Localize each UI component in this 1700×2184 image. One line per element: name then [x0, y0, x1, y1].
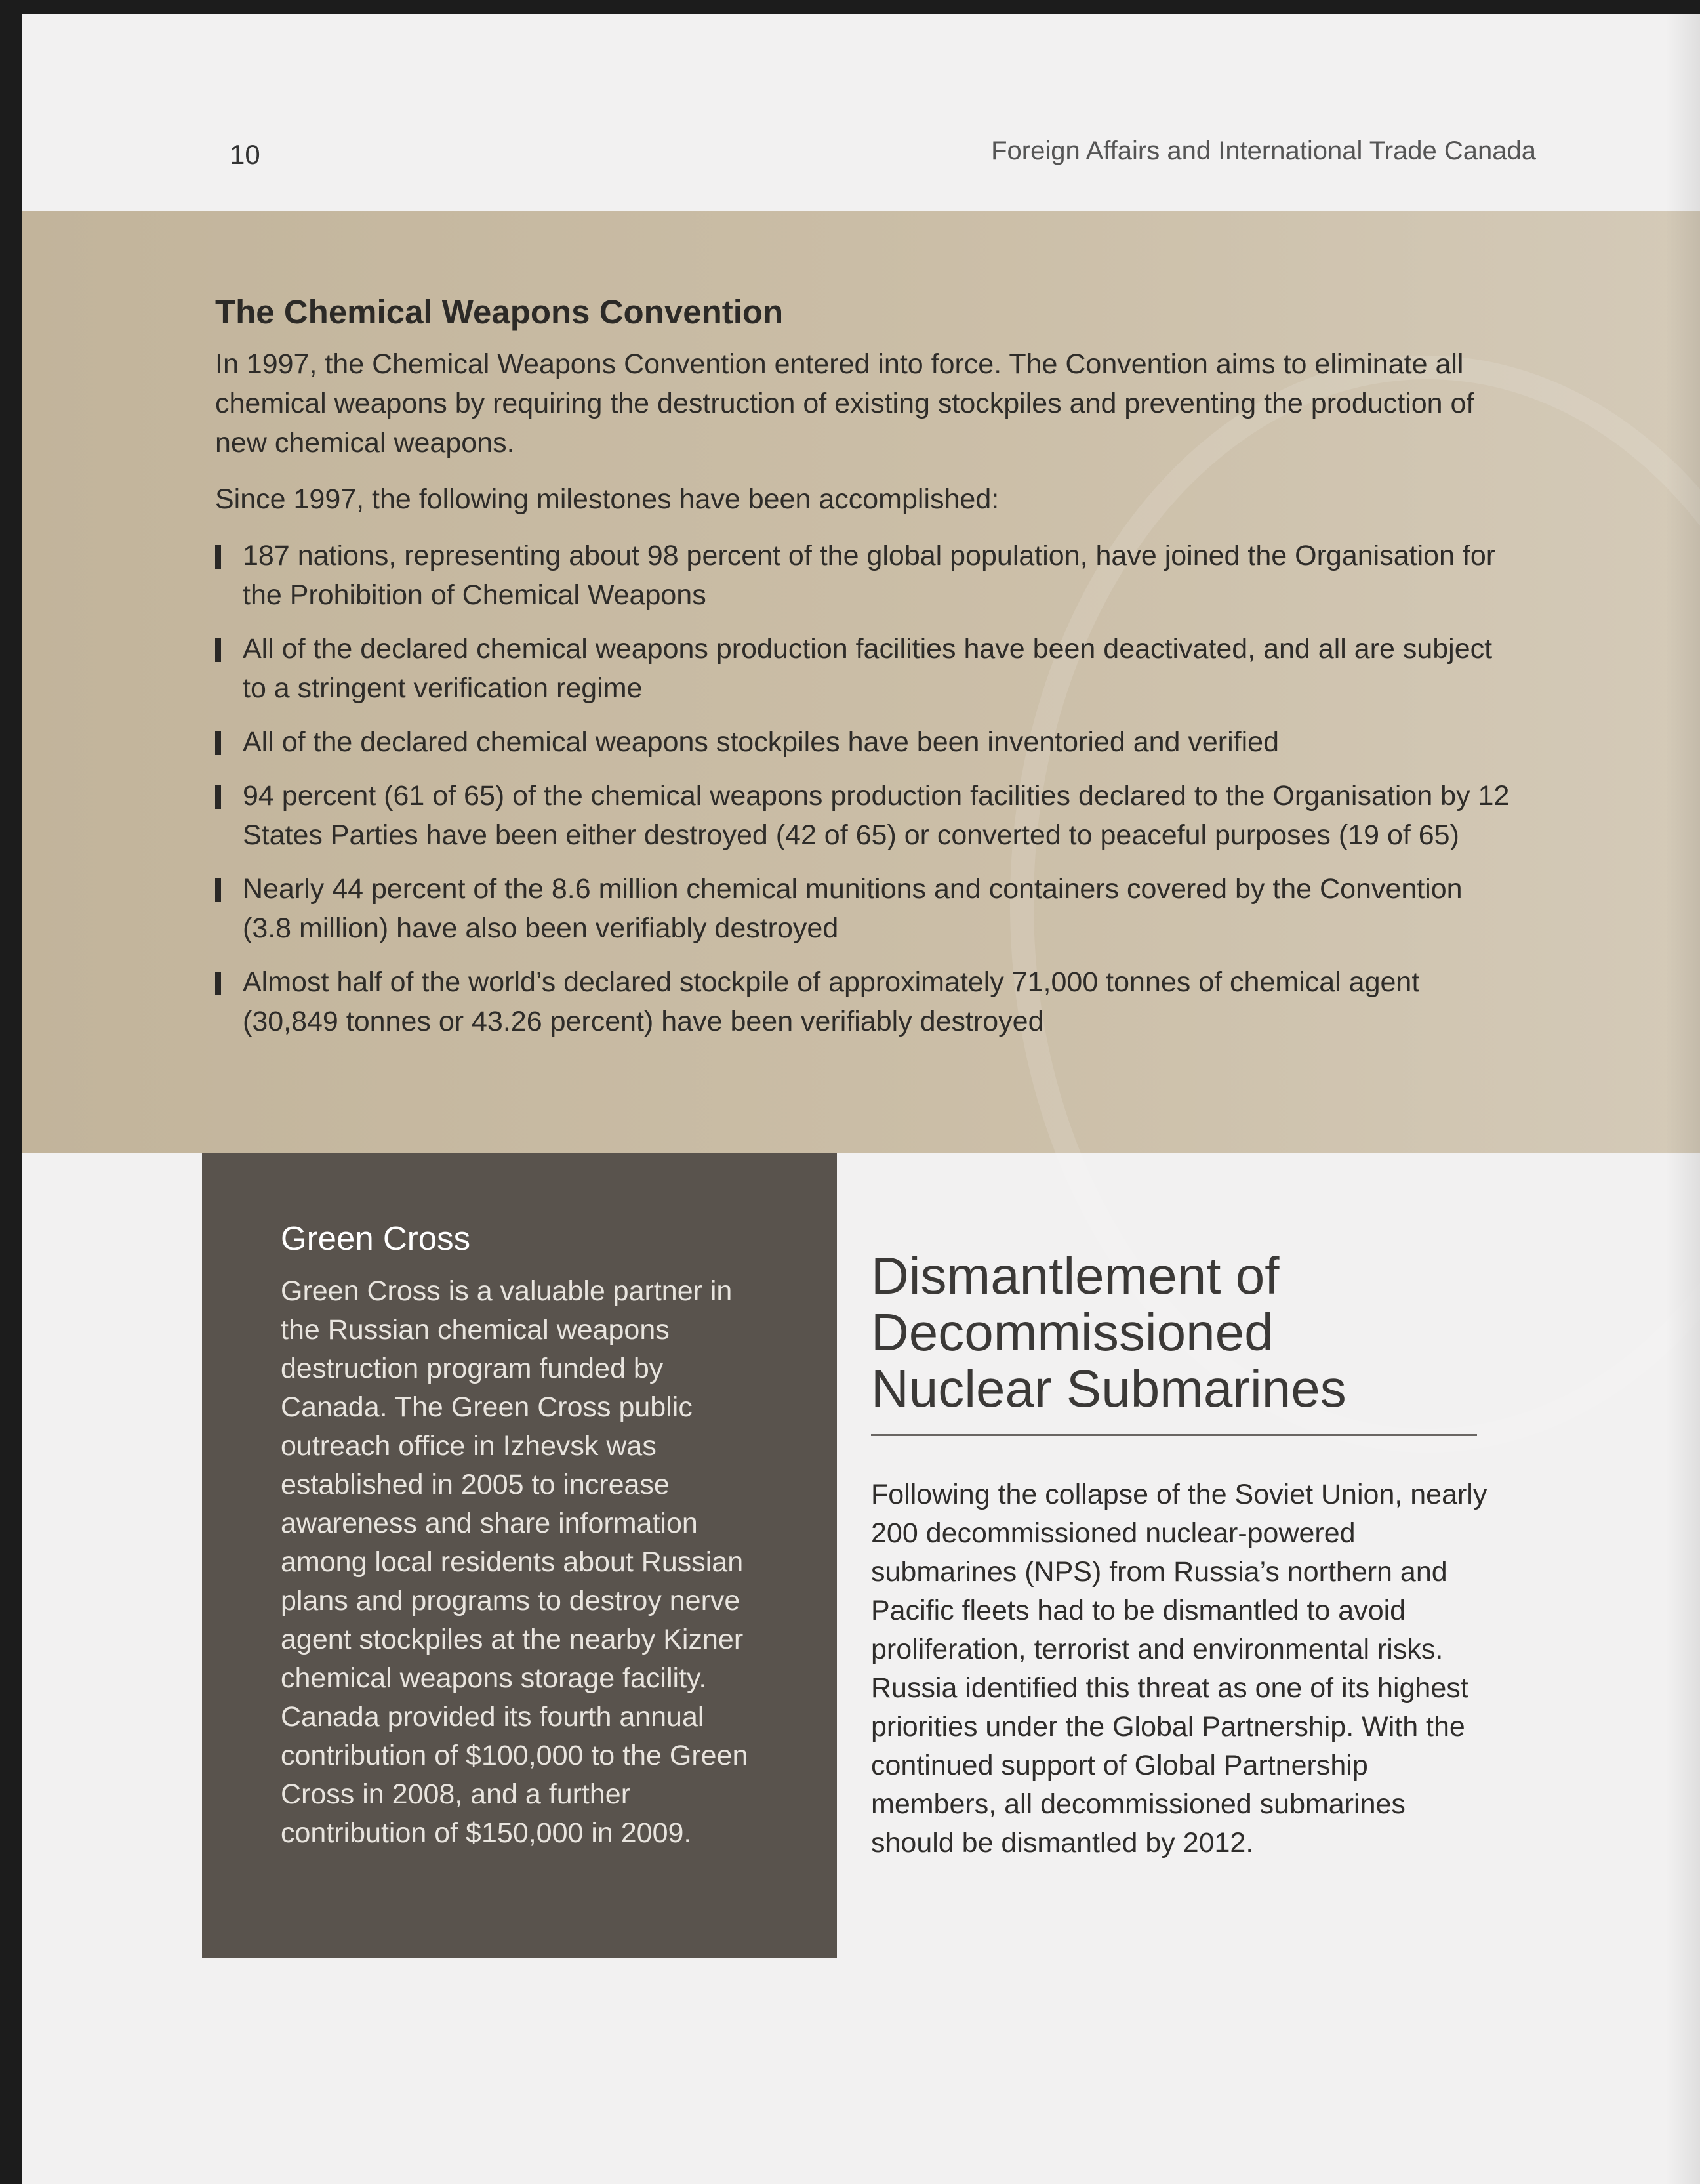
bullet-icon: [215, 972, 221, 995]
green-cross-body: Green Cross is a valuable partner in the Russian chemical weapons destruction program funded by Canada. The Green Cross public outreach office in Izhevsk was established in 2005 to increase awareness and share information among local residents about Russian plans and programs to destroy nerve agent stockpiles at the nearby Kizner chemical weapons storage facility. Canada provided its fourth annual contribution of $100,000 to the Green Cross in 2008, and a further contribution of $150,000 in 2009.: [281, 1275, 748, 1849]
submarines-section: [871, 1248, 1488, 1863]
cwc-since: Since 1997, the following milestones have been accomplished:: [215, 484, 1000, 515]
bullet-icon: [215, 731, 221, 755]
bullet-icon: [215, 878, 221, 902]
submarines-body: Following the collapse of the Soviet Union, nearly 200 decommissioned nuclear-powered submarines (NPS) from Russia’s northern and Pacific fleets had to be dismantled to avoid proliferation, terrorist and environmental risks. Russia identified this threat as one of its highest priorities under the Global Partnership. With the continued support of Global Partnership members, all decommissioned submarines should be dismantled by 2012.: [871, 1479, 1488, 1859]
page-number: 10: [230, 139, 260, 170]
submarines-title-line: Dismantlement of: [871, 1247, 1280, 1305]
green-cross-content: [281, 1219, 766, 1853]
cwc-content: [215, 293, 1514, 1056]
milestone-text: All of the declared chemical weapons production facilities have been deactivated, and all are subject to a stringent verification regime: [243, 633, 1493, 704]
cwc-intro: In 1997, the Chemical Weapons Convention entered into force. The Convention aims to eliminate all chemical weapons by requiring the destruction of existing stockpiles and preventing the production of new chemical weapons.: [215, 348, 1474, 459]
submarines-title-line: Decommissioned: [871, 1303, 1274, 1361]
milestone-item: [215, 536, 1514, 615]
submarines-title-line: Nuclear Submarines: [871, 1359, 1346, 1418]
milestone-text: All of the declared chemical weapons stockpiles have been inventoried and verified: [243, 726, 1279, 758]
bullet-icon: [215, 638, 221, 662]
cwc-title: The Chemical Weapons Convention: [215, 293, 784, 331]
bullet-icon: [215, 785, 221, 809]
milestone-item: [215, 629, 1514, 708]
milestone-list: [215, 536, 1514, 1041]
page: [22, 14, 1700, 2184]
milestone-item: [215, 722, 1514, 762]
bullet-icon: [215, 545, 221, 569]
milestone-item: [215, 869, 1514, 948]
page-header: [22, 14, 1700, 211]
running-head: Foreign Affairs and International Trade Canada: [991, 136, 1536, 165]
milestone-text: 187 nations, representing about 98 percent of the global population, have joined the Organisation for the Prohibition of Chemical Weapons: [243, 540, 1496, 611]
cwc-section: [22, 211, 1700, 1153]
milestone-item: [215, 962, 1514, 1041]
title-rule: [871, 1434, 1477, 1436]
page-shadow: [1666, 14, 1700, 2184]
milestone-item: [215, 776, 1514, 855]
milestone-text: 94 percent (61 of 65) of the chemical weapons production facilities declared to the Organisation by 12 States Parties have been either destroyed (42 of 65) or converted to peaceful purposes (19 of 65): [243, 780, 1510, 851]
milestone-text: Nearly 44 percent of the 8.6 million chemical munitions and containers covered by the Convention (3.8 million) have also been verifiably destroyed: [243, 873, 1463, 944]
submarines-title: [871, 1248, 1488, 1417]
green-cross-title: Green Cross: [281, 1220, 471, 1257]
milestone-text: Almost half of the world’s declared stockpile of approximately 71,000 tonnes of chemical agent (30,849 tonnes or 43.26 percent) have been verifiably destroyed: [243, 966, 1420, 1037]
green-cross-box: [202, 1153, 837, 1958]
